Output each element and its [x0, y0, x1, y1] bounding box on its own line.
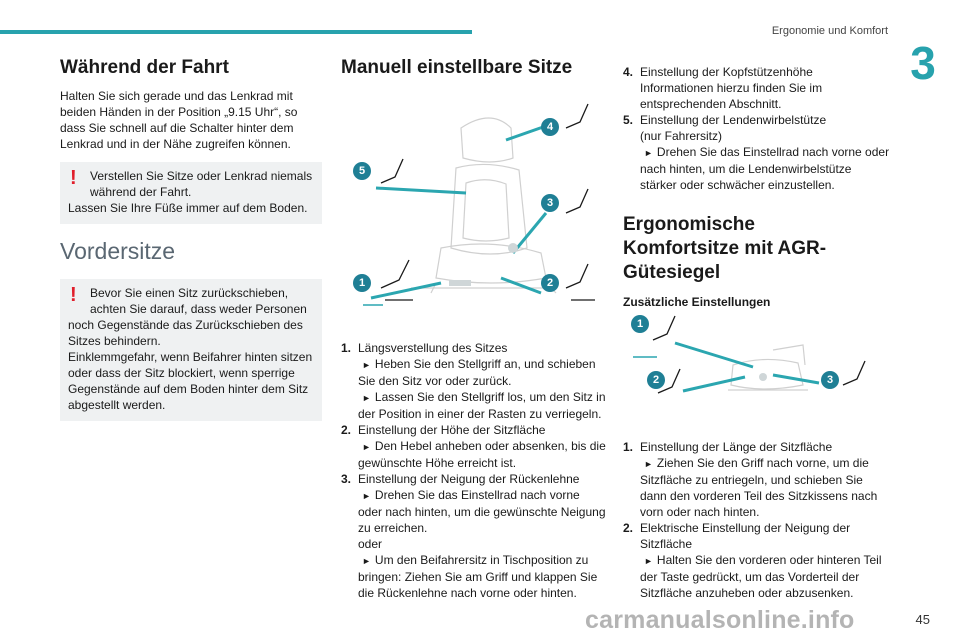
header-accent-bar — [0, 30, 472, 34]
figure-badge: 2 — [647, 371, 665, 389]
seat-illustration — [341, 88, 606, 308]
figure-badge: 3 — [821, 371, 839, 389]
warning-box-driving — [60, 162, 322, 224]
list-item: 2. Elektrische Einstellung der Neigung der Sitzfläche ► Halten Sie den vorderen oder hinteren Teil der Taste gedrückt, um das Vorderteil der Sitzfläche anzuheben oder abzusenken. — [623, 521, 882, 600]
list-item: 1. Längsverstellung des Sitzes ► Heben Sie den Stellgriff an, und schieben Sie den Sitz vor oder zurück. ► Lassen Sie den Stellgriff los, um den Sitz in der Position in einer der Rasten zu verriegeln. — [341, 341, 606, 421]
warning-line: noch Gegenstände das Zurückschieben des Sitzes behindern. — [68, 318, 303, 348]
section-title-front-seats: Vordersitze — [60, 238, 176, 264]
list-item: 1. Einstellung der Länge der Sitzfläche ► Ziehen Sie den Griff nach vorne, um die Sitzfläche zu entriegeln, und schieben Sie dann den vorderen Teil des Sitzkissens nach vorn oder nach hinten. — [623, 440, 878, 519]
chapter-number: 3 — [910, 37, 936, 89]
subsection-title: Zusätzliche Einstellungen — [623, 295, 771, 309]
column-2 — [341, 56, 606, 601]
warning-box-front-seats — [60, 279, 322, 421]
watermark-text: carmanualsonline.info — [585, 606, 855, 634]
list-item: 5. Einstellung der Lendenwirbelstütze (nur Fahrersitz) ► Drehen Sie das Einstellrad nach vorne oder nach hinten, um die Lendenwirbelstütze stärker oder schwächer einzustellen. — [623, 113, 890, 192]
figure-badge: 1 — [353, 274, 371, 292]
warning-line: Lassen Sie Ihre Füße immer auf dem Boden. — [68, 201, 308, 215]
warning-line: Verstellen Sie Sitze oder Lenkrad niemals während der Fahrt. — [90, 169, 313, 199]
section-title-ergonomic-seats: Ergonomische Komfortsitze mit AGR-Gütesiegel — [623, 214, 827, 283]
page-number: 45 — [915, 612, 930, 627]
seat-drawing — [341, 88, 606, 308]
list-item: 2. Einstellung der Höhe der Sitzfläche ► Den Hebel anheben oder absenken, bis die gewünschte Höhe erreicht ist. — [341, 423, 606, 470]
ergonomic-seat-drawing — [623, 315, 891, 419]
ergonomic-seat-illustration — [623, 315, 891, 419]
chapter-title: Ergonomie und Komfort — [771, 25, 888, 37]
driving-body-text: Halten Sie sich gerade und das Lenkrad mit beiden Händen in der Position „9.15 Uhr“, so dass Sie schnell auf die Schalter hinter dem Lenkrad und in der Nähe zugreifen können. — [60, 89, 298, 151]
column-3 — [623, 64, 891, 601]
manual-seat-steps — [341, 340, 606, 601]
column-1 — [60, 56, 322, 421]
figure-badge: 3 — [541, 194, 559, 212]
ergonomic-seat-steps — [623, 439, 891, 601]
warning-line: Bevor Sie einen Sitz zurückschieben, achten Sie darauf, dass weder Personen — [90, 286, 307, 316]
figure-badge: 5 — [353, 162, 371, 180]
figure-badge: 4 — [541, 118, 559, 136]
list-item: 3. Einstellung der Neigung der Rückenlehne ► Drehen Sie das Einstellrad nach vorne oder nach hinten, um die gewünschte Neigung zu erreichen. oder ► Um den Beifahrersitz in Tischposition zu bringen: Ziehen Sie am Griff und klappen Sie die Rückenlehne nach vorne oder hinten. — [341, 472, 606, 600]
section-title-manual-seats: Manuell einstellbare Sitze — [341, 57, 573, 78]
section-title-driving: Während der Fahrt — [60, 57, 229, 78]
figure-badge: 1 — [631, 315, 649, 333]
warning-line: Einklemmgefahr, wenn Beifahrer hinten sitzen oder dass der Sitz blockiert, wenn sperrige Gegenstände auf dem Boden hinter dem Sitz abgestellt werden. — [68, 350, 313, 412]
figure-badge: 2 — [541, 274, 559, 292]
manual-seat-steps-continued — [623, 64, 891, 193]
warning-icon: ! — [70, 284, 77, 306]
warning-icon: ! — [70, 167, 77, 189]
list-item: 4. Einstellung der Kopfstützenhöhe Informationen hierzu finden Sie im entsprechenden Abschnitt. — [623, 65, 823, 111]
